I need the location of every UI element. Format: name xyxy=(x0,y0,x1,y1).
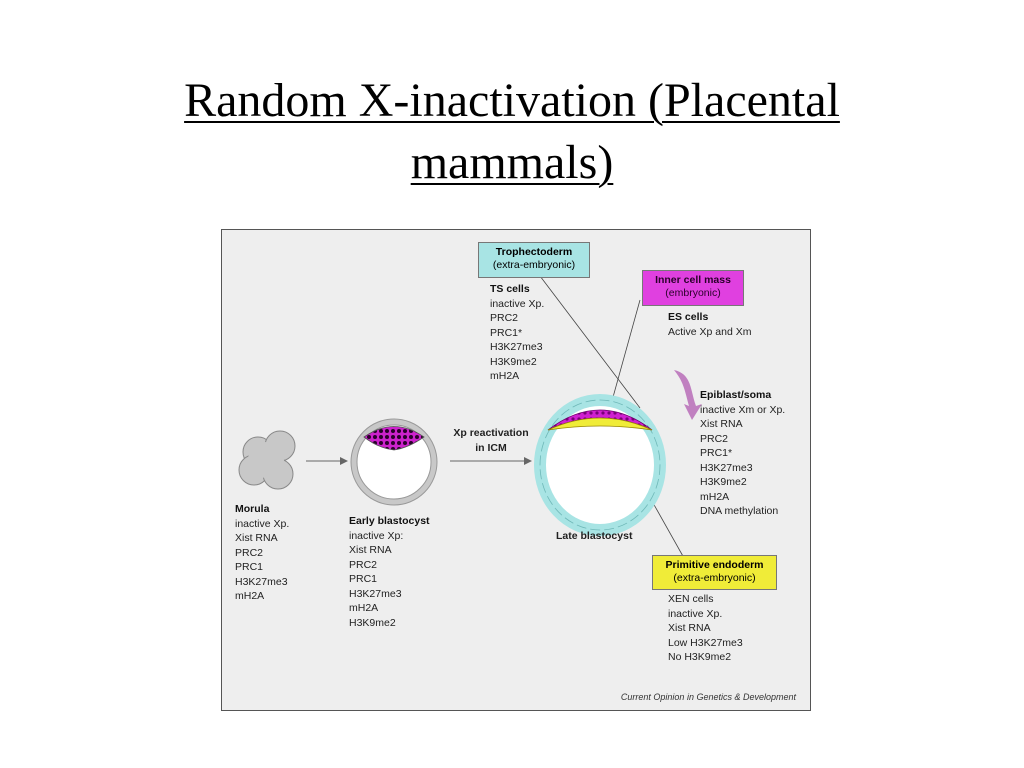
early-blastocyst-line: H3K9me2 xyxy=(349,616,396,629)
es-cells-title: ES cells xyxy=(668,311,709,323)
icm-pointer-line xyxy=(610,300,640,408)
early-blastocyst-title: Early blastocyst xyxy=(349,515,430,527)
xen-cells-line: No H3K9me2 xyxy=(668,651,732,663)
morula-title: Morula xyxy=(235,503,270,515)
figure-credit: Current Opinion in Genetics & Development xyxy=(620,692,796,702)
ts-cells-line: PRC2 xyxy=(490,312,519,324)
early-blastocyst-icon xyxy=(354,422,434,502)
early-blastocyst-line: Xist RNA xyxy=(349,544,392,556)
early-blastocyst-text xyxy=(349,514,430,630)
ts-cells-line: mH2A xyxy=(490,370,520,382)
es-cells-text xyxy=(668,310,751,339)
epiblast-line: PRC1* xyxy=(700,447,733,459)
epiblast-line: inactive Xm or Xp. xyxy=(700,403,786,416)
epiblast-text xyxy=(700,388,785,519)
ts-cells-line: PRC1* xyxy=(490,326,523,339)
morula-line: PRC1 xyxy=(235,561,264,573)
morula-text xyxy=(235,502,289,604)
primitive-endoderm-subtitle: (extra-embryonic) xyxy=(673,572,756,584)
epiblast-line: PRC2 xyxy=(700,432,729,445)
early-blastocyst-line: inactive Xp: xyxy=(349,529,404,542)
morula-icon xyxy=(239,431,295,489)
xp-reactivation-line-1: Xp reactivation xyxy=(453,427,529,439)
trophectoderm-title: Trophectoderm xyxy=(495,246,573,258)
morula-line: Xist RNA xyxy=(235,532,278,544)
xp-reactivation-label xyxy=(448,426,534,455)
epiblast-line: mH2A xyxy=(700,490,730,503)
slide-title xyxy=(0,70,1024,194)
early-blastocyst-line: H3K27me3 xyxy=(349,587,402,600)
x-inactivation-diagram xyxy=(221,229,811,711)
arrow-morula-to-early xyxy=(306,457,348,465)
es-cells-line: Active Xp and Xm xyxy=(668,325,752,338)
epiblast-title: Epiblast/soma xyxy=(700,389,772,401)
xen-cells-line: Xist RNA xyxy=(668,622,711,634)
morula-line: inactive Xp. xyxy=(235,517,290,530)
early-blastocyst-line: PRC2 xyxy=(349,558,378,571)
late-blastocyst-icon xyxy=(540,400,660,530)
late-blastocyst-label: Late blastocyst xyxy=(556,530,633,542)
xen-cells-line: Low H3K27me3 xyxy=(668,636,743,649)
xen-cells-line: XEN cells xyxy=(668,593,714,605)
trophectoderm-label xyxy=(478,242,590,278)
ts-cells-line: inactive Xp. xyxy=(490,297,545,310)
arrow-early-to-late xyxy=(450,457,532,465)
curved-arrow-icon xyxy=(674,370,702,420)
slide-title-line-1: Random X-inactivation (Placental xyxy=(184,74,840,127)
xp-reactivation-line-2: in ICM xyxy=(475,441,507,454)
trophectoderm-pointer-line xyxy=(540,276,640,408)
slide-title-line-2: mammals) xyxy=(410,136,614,189)
ts-cells-title: TS cells xyxy=(490,283,530,295)
epiblast-line: Xist RNA xyxy=(700,418,743,430)
epiblast-line: H3K27me3 xyxy=(700,461,753,474)
early-blastocyst-line: mH2A xyxy=(349,602,379,614)
inner-cell-mass-label xyxy=(642,270,744,306)
ts-cells-line: H3K27me3 xyxy=(490,341,543,353)
xen-cells-text xyxy=(668,592,743,665)
primitive-endoderm-title: Primitive endoderm xyxy=(665,559,764,571)
epiblast-line: H3K9me2 xyxy=(700,476,747,488)
morula-line: H3K27me3 xyxy=(235,575,288,588)
ts-cells-line: H3K9me2 xyxy=(490,355,537,368)
inner-cell-mass-subtitle: (embryonic) xyxy=(665,287,721,299)
morula-line: mH2A xyxy=(235,590,265,602)
trophectoderm-subtitle: (extra-embryonic) xyxy=(492,259,576,271)
inner-cell-mass-title: Inner cell mass xyxy=(655,274,731,286)
morula-line: PRC2 xyxy=(235,546,264,559)
primitive-endoderm-label xyxy=(652,555,777,590)
ts-cells-text xyxy=(490,282,544,384)
epiblast-line: DNA methylation xyxy=(700,505,779,517)
xen-cells-line: inactive Xp. xyxy=(668,607,723,620)
early-blastocyst-line: PRC1 xyxy=(349,573,378,585)
